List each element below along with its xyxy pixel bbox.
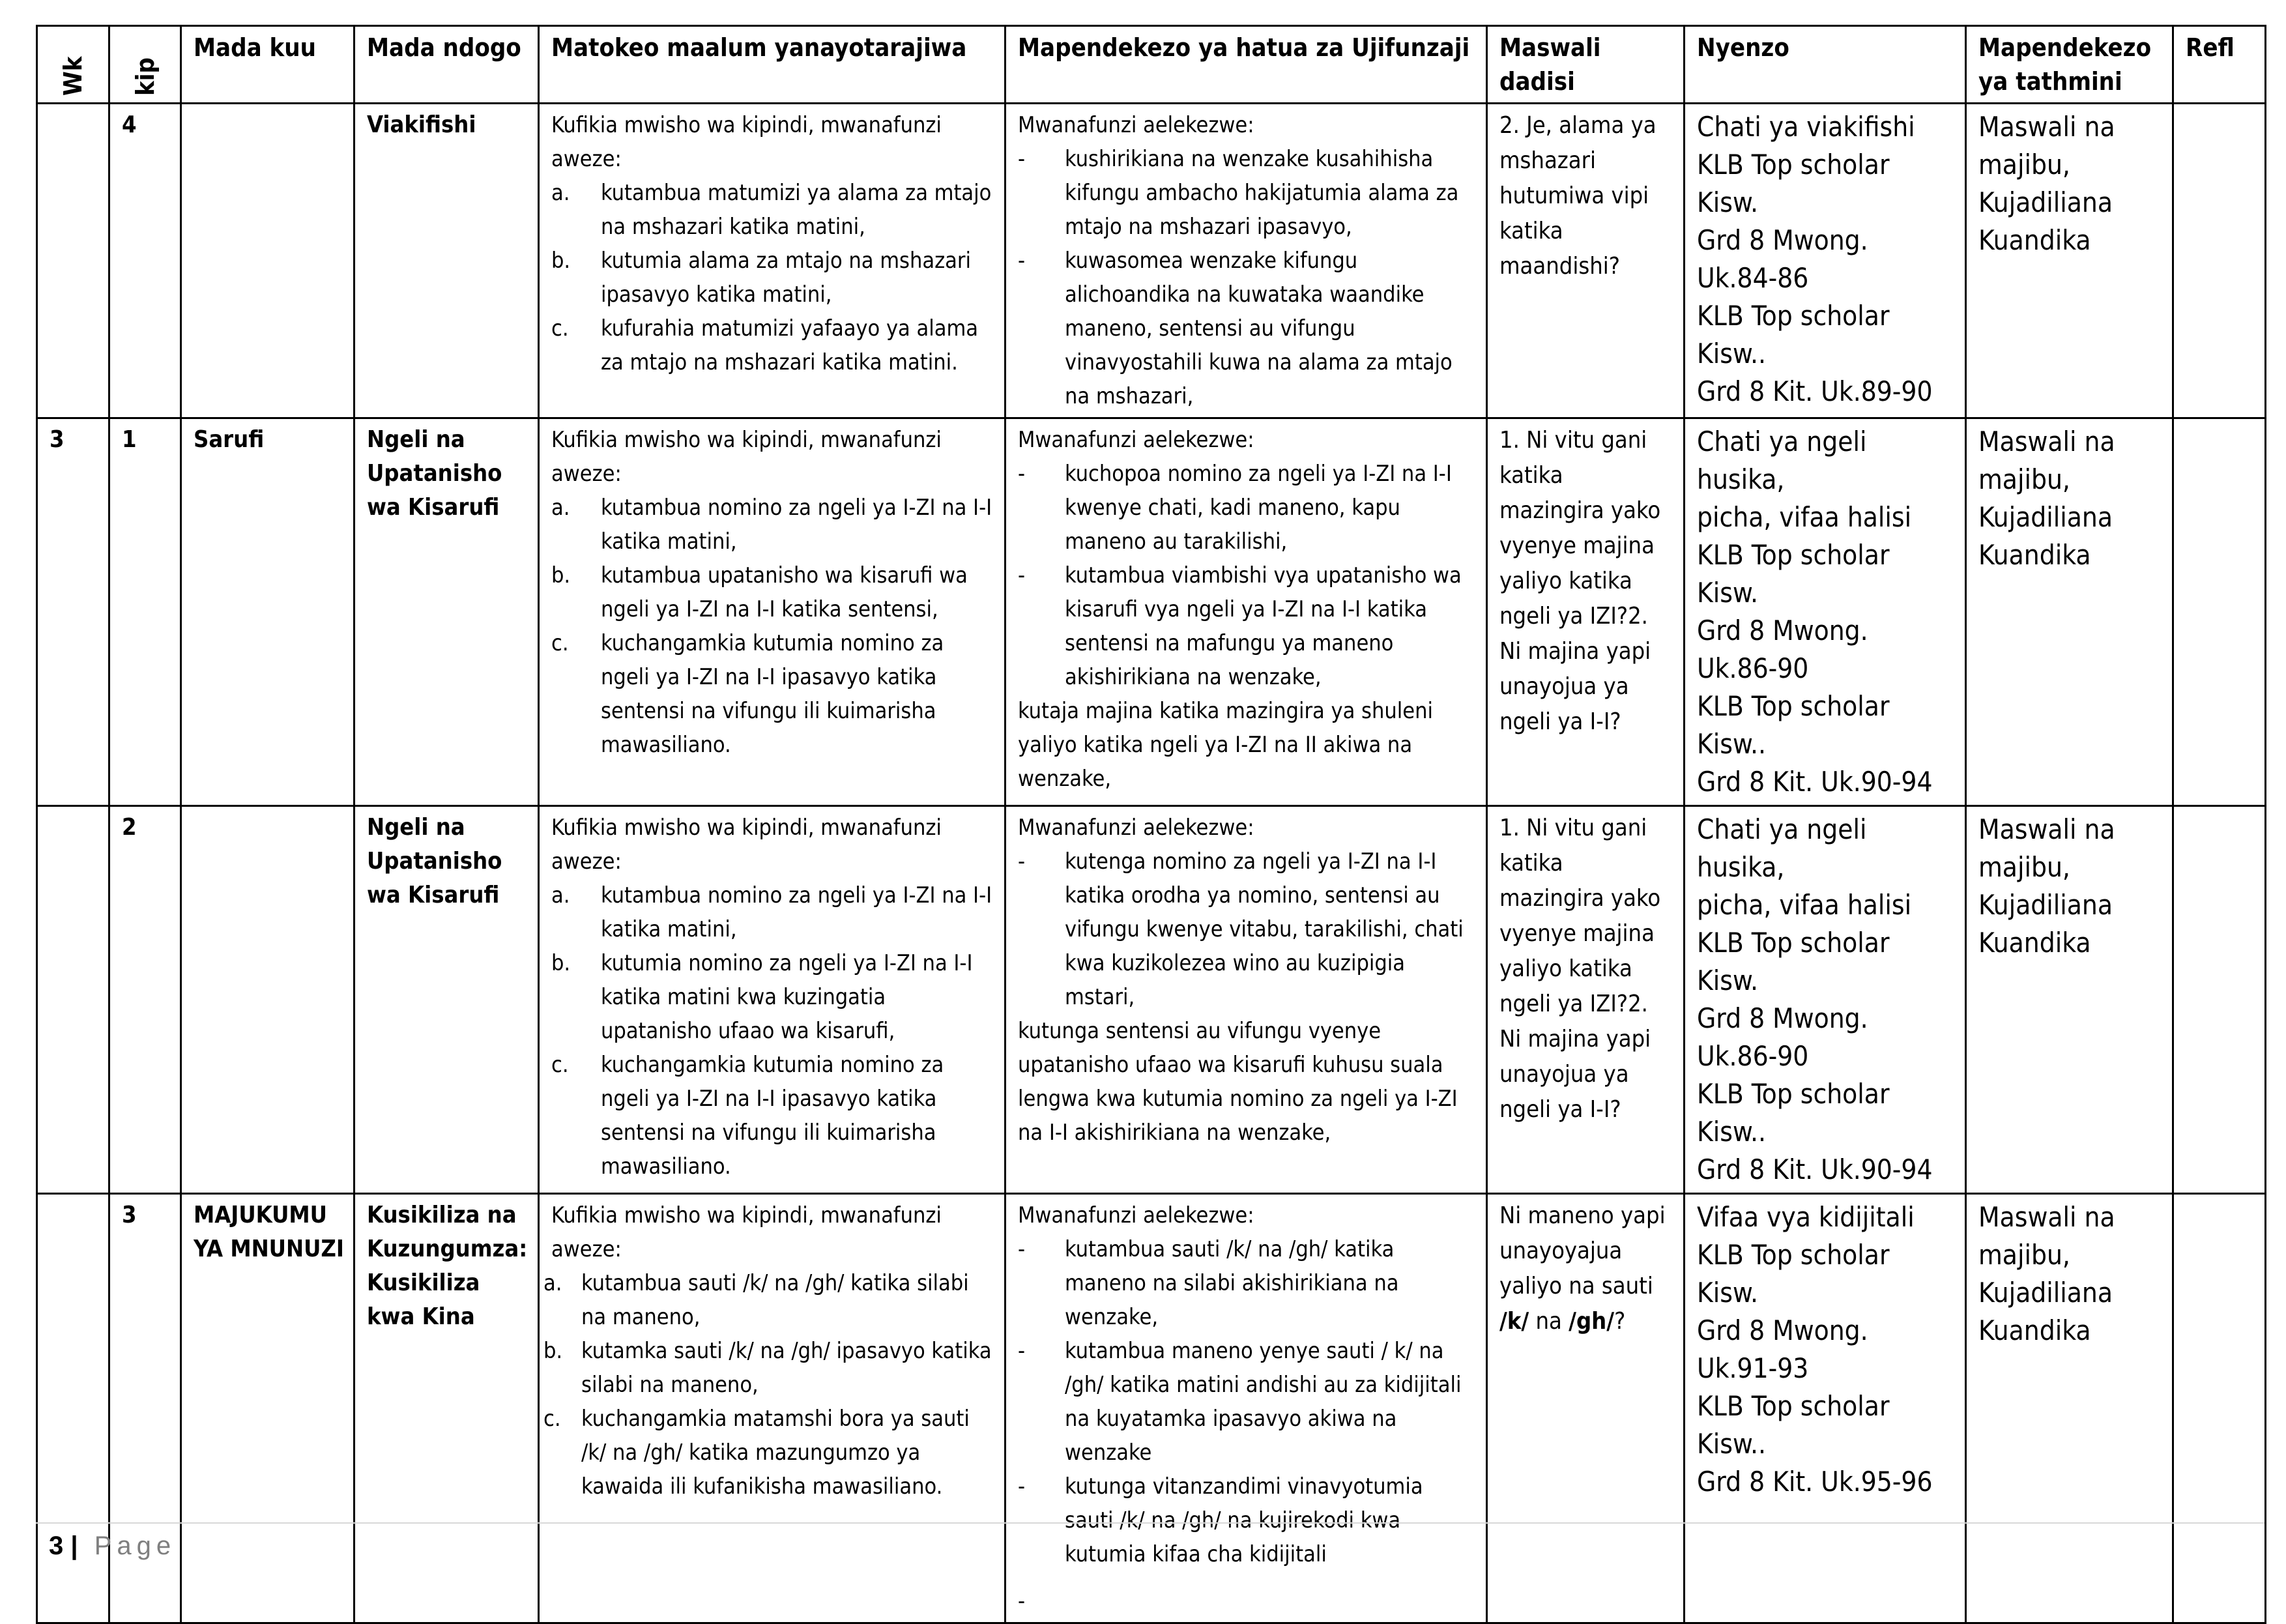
cell-refl — [2173, 1194, 2266, 1623]
cell-kip: 4 — [109, 104, 181, 418]
header-maswali: Maswali dadisi — [1487, 26, 1685, 104]
list-item: - kutambua viambishi vya upatanisho wa kisarufi vya ngeli ya I-ZI na I-I katika sentensi na mafungu ya maneno akishirikiana na wenzake, — [1018, 562, 1462, 690]
list-item: - kutenga nomino za ngeli ya I-ZI na I-I katika orodha ya nomino, sentensi au vifungu kwenye vitabu, tarakilishi, chati kwa kuzikolezea wino au kuzipigia mstari, — [1018, 848, 1464, 1010]
matokeo-intro: Kufikia mwisho wa kipindi, mwanafunzi aweze: — [551, 427, 942, 487]
cell-wk — [37, 104, 109, 418]
cell-nyenzo: Chati ya ngeli husika, picha, vifaa halisi KLB Top scholar Kisw. Grd 8 Mwong. Uk.86-90 KLB Top scholar Kisw.. Grd 8 Kit. Uk.90-94 — [1685, 418, 1966, 806]
list-item: b. kutumia alama za mtajo na mshazari ipasavyo katika matini, — [551, 248, 971, 308]
hatua-intro: Mwanafunzi aelekezwe: — [1018, 1202, 1254, 1228]
list-item: - kutambua maneno yenye sauti / k/ na /gh/ katika matini andishi au za kidijitali na kuyatamka ipasavyo akiwa na wenzake — [1018, 1338, 1462, 1466]
page-number: 3 — [49, 1531, 64, 1560]
header-row — [37, 26, 2266, 104]
list-item: a. kutambua nomino za ngeli ya I-ZI na I-I katika matini, — [551, 882, 992, 942]
list-item: c. kufurahia matumizi yafaayo ya alama za mtajo na mshazari katika matini. — [551, 315, 979, 375]
hatua-list — [1018, 142, 1477, 413]
cell-hatua — [1006, 418, 1487, 806]
cell-tathmini: Maswali na majibu, Kujadiliana Kuandika — [1966, 104, 2173, 418]
cell-kip: 2 — [109, 806, 181, 1194]
list-item: a. kutambua sauti /k/ na /gh/ katika silabi na maneno, — [543, 1270, 969, 1330]
cell-refl — [2173, 104, 2266, 418]
page-footer — [49, 1531, 176, 1561]
list-item: - kuwasomea wenzake kifungu alichoandika na kuwataka waandike maneno, sentensi au vifungu vinavyostahili kuwa na alama za mtajo na mshazari, — [1018, 248, 1453, 409]
header-mada-ndogo: Mada ndogo — [354, 26, 539, 104]
list-item: - kutambua sauti /k/ na /gh/ katika maneno na silabi akishirikiana na wenzake, — [1018, 1236, 1399, 1330]
list-item: - kutunga vitanzandimi vinavyotumia sauti /k/ na /gh/ na kujirekodi kwa kutumia kifaa cha kidijitali — [1018, 1473, 1423, 1567]
cell-matokeo — [539, 418, 1006, 806]
cell-matokeo — [539, 806, 1006, 1194]
footer-divider — [36, 1522, 2264, 1524]
cell-maswali: Ni maneno yapi unayoyajua yaliyo na sauti /k/ na /gh/? — [1487, 1194, 1685, 1623]
hatua-list — [1018, 845, 1477, 1014]
cell-wk: 3 — [37, 418, 109, 806]
matokeo-intro: Kufikia mwisho wa kipindi, mwanafunzi aweze: — [551, 1202, 942, 1262]
matokeo-intro: Kufikia mwisho wa kipindi, mwanafunzi aweze: — [551, 815, 942, 875]
list-item: a. kutambua matumizi ya alama za mtajo na mshazari katika matini, — [551, 180, 992, 240]
cell-kip: 1 — [109, 418, 181, 806]
list-item: b. kutamka sauti /k/ na /gh/ ipasavyo katika silabi na maneno, — [543, 1338, 992, 1398]
table-row — [37, 1194, 2266, 1623]
cell-mada-kuu — [181, 806, 354, 1194]
cell-matokeo — [539, 1194, 1006, 1623]
hatua-tail: kutaja majina katika mazingira ya shuleni yaliyo katika ngeli ya I-ZI na II akiwa na wenzake, — [1018, 698, 1433, 792]
list-item: c. kuchangamkia matamshi bora ya sauti /k/ na /gh/ katika mazungumzo ya kawaida ili kufanikisha mawasiliano. — [543, 1406, 970, 1500]
matokeo-intro: Kufikia mwisho wa kipindi, mwanafunzi aweze: — [551, 112, 942, 172]
cell-mada-ndogo: Ngeli na Upatanisho wa Kisarufi — [354, 418, 539, 806]
cell-maswali: 1. Ni vitu gani katika mazingira yako vyenye majina yaliyo katika ngeli ya IZI?2. Ni majina yapi unayojua ya ngeli ya I-I? — [1487, 806, 1685, 1194]
matokeo-list — [551, 491, 995, 762]
header-nyenzo: Nyenzo — [1685, 26, 1966, 104]
list-item: - kushirikiana na wenzake kusahihisha kifungu ambacho hakijatumia alama za mtajo na mshazari ipasavyo, — [1018, 146, 1459, 240]
list-item: - kuchopoa nomino za ngeli ya I-ZI na I-I kwenye chati, kadi maneno, kapu maneno au tarakilishi, — [1018, 461, 1452, 555]
cell-hatua — [1006, 1194, 1487, 1623]
cell-nyenzo: Vifaa vya kidijitali KLB Top scholar Kisw. Grd 8 Mwong. Uk.91-93 KLB Top scholar Kisw.. Grd 8 Kit. Uk.95-96 — [1685, 1194, 1966, 1623]
list-item: b. kutambua upatanisho wa kisarufi wa ngeli ya I-ZI na I-I katika sentensi, — [551, 562, 968, 622]
cell-hatua — [1006, 806, 1487, 1194]
cell-mada-kuu: Sarufi — [181, 418, 354, 806]
matokeo-list — [551, 176, 995, 379]
header-mapendekezo: Mapendekezo ya hatua za Ujifunzaji — [1006, 26, 1487, 104]
cell-mada-ndogo: Ngeli na Upatanisho wa Kisarufi — [354, 806, 539, 1194]
table-row — [37, 418, 2266, 806]
cell-mada-kuu — [181, 104, 354, 418]
scheme-table — [36, 25, 2266, 1624]
hatua-list — [1018, 457, 1477, 694]
cell-hatua — [1006, 104, 1487, 418]
cell-mada-ndogo: Viakifishi — [354, 104, 539, 418]
header-mada-kuu: Mada kuu — [181, 26, 354, 104]
list-item: - — [1018, 1588, 1026, 1614]
matokeo-list — [551, 878, 995, 1183]
table-row — [37, 104, 2266, 418]
hatua-tail: kutunga sentensi au vifungu vyenye upatanisho ufaao wa kisarufi kuhusu suala lengwa kwa kutumia nomino za ngeli ya I-ZI na I-I akishirikiana na wenzake, — [1018, 1018, 1458, 1146]
cell-refl — [2173, 418, 2266, 806]
header-kip: kip — [109, 26, 181, 104]
table-row — [37, 806, 2266, 1194]
cell-mada-kuu: MAJUKUMU YA MNUNUZI — [181, 1194, 354, 1623]
list-item: a. kutambua nomino za ngeli ya I-ZI na I-I katika matini, — [551, 495, 992, 555]
cell-refl — [2173, 806, 2266, 1194]
header-tathmini: Mapendekezo ya tathmini — [1966, 26, 2173, 104]
cell-tathmini: Maswali na majibu, Kujadiliana Kuandika — [1966, 1194, 2173, 1623]
header-refl: Refl — [2173, 26, 2266, 104]
page-separator: | — [70, 1531, 78, 1560]
hatua-list — [1018, 1232, 1477, 1618]
page-label: Page — [94, 1531, 177, 1560]
cell-nyenzo: Chati ya ngeli husika, picha, vifaa halisi KLB Top scholar Kisw. Grd 8 Mwong. Uk.86-90 KLB Top scholar Kisw.. Grd 8 Kit. Uk.90-94 — [1685, 806, 1966, 1194]
list-item: b. kutumia nomino za ngeli ya I-ZI na I-I katika matini kwa kuzingatia upatanisho ufaao wa kisarufi, — [551, 950, 973, 1044]
cell-kip: 3 — [109, 1194, 181, 1623]
matokeo-list — [543, 1266, 995, 1503]
cell-nyenzo: Chati ya viakifishi KLB Top scholar Kisw. Grd 8 Mwong. Uk.84-86 KLB Top scholar Kisw.. Grd 8 Kit. Uk.89-90 — [1685, 104, 1966, 418]
hatua-intro: Mwanafunzi aelekezwe: — [1018, 112, 1254, 138]
cell-matokeo — [539, 104, 1006, 418]
list-item: c. kuchangamkia kutumia nomino za ngeli ya I-ZI na I-I ipasavyo katika sentensi na vifungu ili kuimarisha mawasiliano. — [551, 1052, 944, 1180]
hatua-intro: Mwanafunzi aelekezwe: — [1018, 815, 1254, 841]
hatua-intro: Mwanafunzi aelekezwe: — [1018, 427, 1254, 453]
header-wk: Wk — [37, 26, 109, 104]
cell-tathmini: Maswali na majibu, Kujadiliana Kuandika — [1966, 418, 2173, 806]
cell-maswali: 2. Je, alama ya mshazari hutumiwa vipi katika maandishi? — [1487, 104, 1685, 418]
header-matokeo: Matokeo maalum yanayotarajiwa — [539, 26, 1006, 104]
cell-tathmini: Maswali na majibu, Kujadiliana Kuandika — [1966, 806, 2173, 1194]
cell-mada-ndogo: Kusikiliza na Kuzungumza: Kusikiliza kwa Kina — [354, 1194, 539, 1623]
list-item: c. kuchangamkia kutumia nomino za ngeli ya I-ZI na I-I ipasavyo katika sentensi na vifungu ili kuimarisha mawasiliano. — [551, 630, 944, 758]
cell-maswali: 1. Ni vitu gani katika mazingira yako vyenye majina yaliyo katika ngeli ya IZI?2. Ni majina yapi unayojua ya ngeli ya I-I? — [1487, 418, 1685, 806]
cell-wk — [37, 806, 109, 1194]
